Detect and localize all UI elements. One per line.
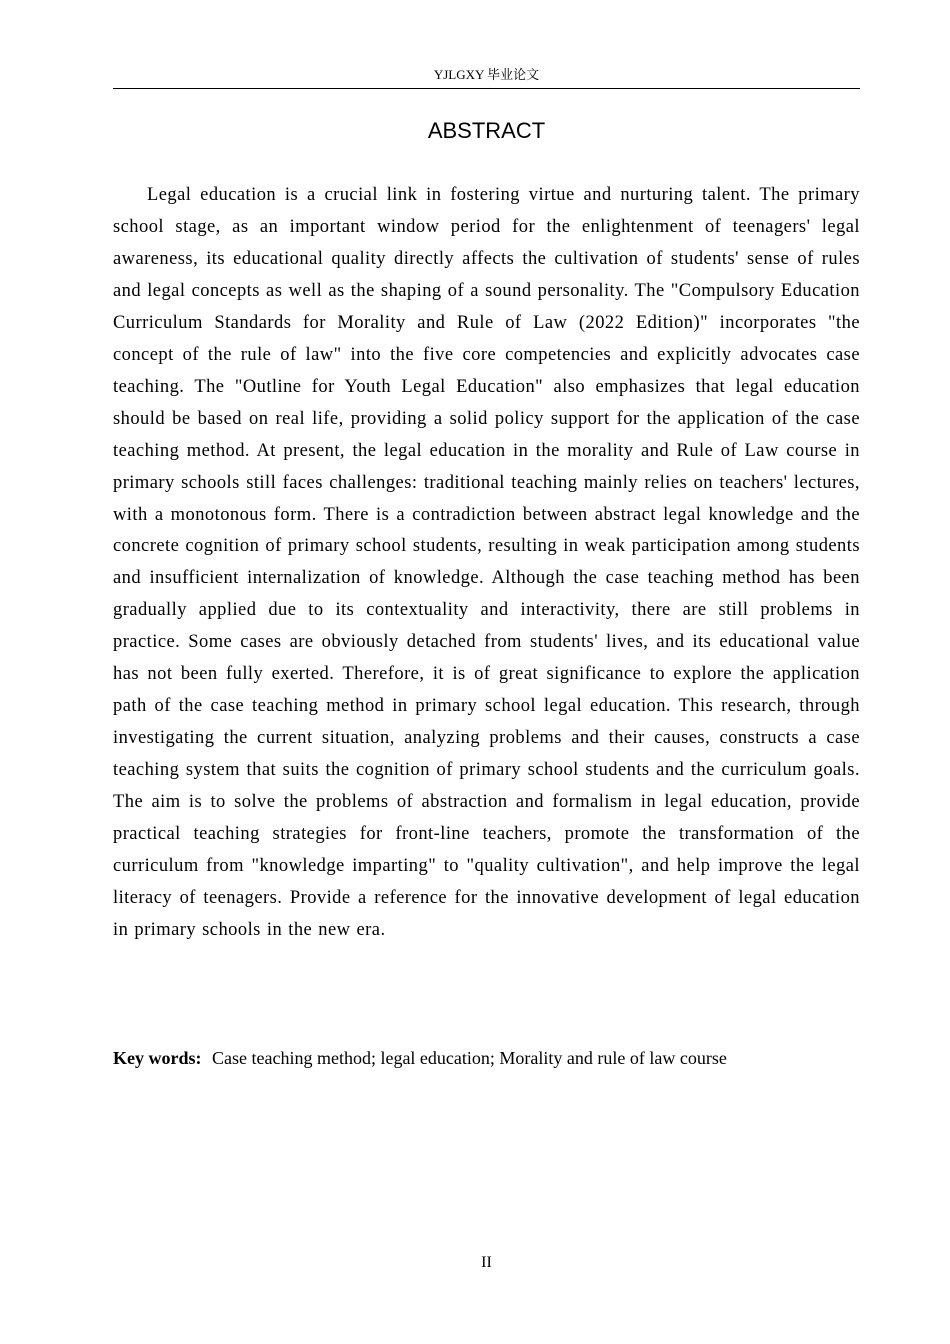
keywords-label: Key words: — [113, 1048, 202, 1068]
header-rule — [113, 88, 860, 89]
abstract-title: ABSTRACT — [427, 118, 546, 143]
abstract-body: Legal education is a crucial link in fostering virtue and nurturing talent. The primary school stage, as an important window period for the enlightenment of teenagers' legal awareness, its educational quality directly affects the cultivation of students' sense of rules and legal concepts as well as the shaping of a sound personality. The "Compulsory Education Curriculum Standards for Morality and Rule of Law (2022 Edition)" incorporates "the concept of the rule of law" into the five core competencies and explicitly advocates case teaching. The "Outline for Youth Legal Education" also emphasizes that legal education should be based on real life, providing a solid policy support for the application of the case teaching method. At present, the legal education in the morality and Rule of Law course in primary schools still faces challenges: traditional teaching mainly relies on teachers' lectures, with a monotonous form. There is a contradiction between abstract legal knowledge and the concrete cognition of primary school students, resulting in weak participation among students and insufficient internalization of knowledge. Although the case teaching method has been gradually applied due to its contextuality and interactivity, there are still problems in practice. Some cases are obviously detached from students' lives, and its educational value has not been fully exerted. Therefore, it is of great significance to explore the application path of the case teaching method in primary school legal education. This research, through investigating the current situation, analyzing problems and their causes, constructs a case teaching system that suits the cognition of primary school students and the curriculum goals. The aim is to solve the problems of abstraction and formalism in legal education, provide practical teaching strategies for front-line teachers, promote the transformation of the curriculum from "knowledge imparting" to "quality cultivation", and help improve the legal literacy of teenagers. Provide a reference for the innovative development of legal education in primary schools in the new era. — [113, 185, 860, 940]
running-header: YJLGXY 毕业论文 — [433, 67, 540, 82]
page-number: II — [481, 1254, 492, 1271]
keywords-line — [113, 1044, 860, 1072]
keywords-text: Case teaching method; legal education; Morality and rule of law course — [212, 1048, 727, 1068]
